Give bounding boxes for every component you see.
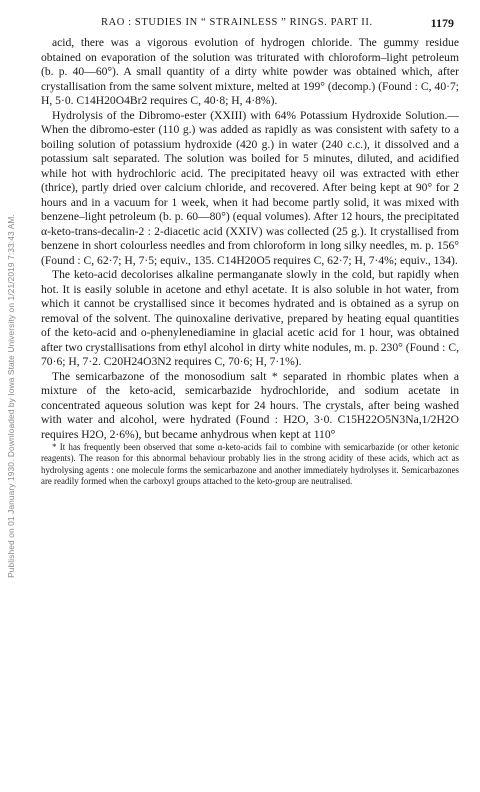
paragraph: Hydrolysis of the Dibromo-ester (XXIII) with 64% Potassium Hydroxide Solution.—When the dibromo-ester (110 g.) was added as rapidly as was consistent with safety to a boiling solution of potassium hydroxide (420 g.) in water (240 c.c.), it dissolved and a potassium salt separated. The solution was boiled for 5 minutes, diluted, and acidified while hot with hydrochloric acid. The precipitated heavy oil was extracted with ether (thrice), partly dried over calcium chloride, and recovered. After being kept at 90° for 2 hours and in a vacuum for 1 week, when it had become partly solid, it was mixed with benzene–light petroleum (b. p. 60—80°) (equal volumes). After 12 hours, the precipitated α-keto-trans-decalin-2 : 2-diacetic acid (XXIV) was collected (25 g.). It crystallised from benzene in short colourless needles and from chloroform in long silky needles, m. p. 156° (Found : C, 62·7; H, 7·5; equiv., 135. C14H20O5 requires C, 62·7; H, 7·4%; equiv., 134). [41,108,459,267]
download-watermark [3,0,19,792]
article-body [41,36,459,788]
page-header [41,8,458,36]
paragraph: acid, there was a vigorous evolution of hydrogen chloride. The gummy residue obtained on evaporation of the solution was triturated with chloroform–light petroleum (b. p. 40—60°). A small quantity of a dirty white powder was obtained which, after crystallisation from the same solvent mixture, melted at 199° (decomp.) (Found : C, 40·7; H, 5·0. C14H20O4Br2 requires C, 40·8; H, 4·8%). [41,36,459,107]
page-number: 1179 [430,16,454,30]
paragraph: The keto-acid decolorises alkaline permanganate slowly in the cold, but rapidly when hot. It is easily soluble in acetone and ethyl acetate. It is also soluble in hot water, from which it cannot be crystallised since it becomes hydrated and is obtained as a syrup on removal of the solvent. The quinoxaline derivative, prepared by heating equal quantities of the keto-acid and o-phenylenediamine in glacial acetic acid for 1 hour, was obtained after two crystallisations from ethyl alcohol in dirty white nodules, m. p. 230° (Found : C, 70·6; H, 7·2. C20H24O3N2 requires C, 70·6; H, 7·1%). [41,268,459,368]
download-watermark-text: Published on 01 January 1930. Downloaded by Iowa State University on 1/21/2019 7:33:43 AM. [6,214,16,578]
paragraph: The semicarbazone of the monosodium salt * separated in rhombic plates when a mixture of the keto-acid, semicarbazide hydrochloride, and sodium acetate in concentrated aqueous solution was kept for 24 hours. The crystals, after being washed with water and alcohol, were hydrated (Found : H2O, 3·0. C15H22O5N3Na,1/2H2O requires H2O, 2·6%), but became anhydrous when kept at 110° [41,369,459,441]
footnote: * It has frequently been observed that some α-keto-acids fail to combine with semicarbazide (or other ketonic reagents). The reason for this abnormal behaviour probably lies in the strong acidity of these acids, which act as hydrolysing agents : one molecule forms the semicarbazone and another immediately hydrolyses it. Semicarbazones are readily formed when the carboxyl groups attached to the keto-group are neutralised. [41,442,459,487]
running-head: RAO : STUDIES IN “ STRAINLESS ” RINGS. PART II. [101,17,373,28]
